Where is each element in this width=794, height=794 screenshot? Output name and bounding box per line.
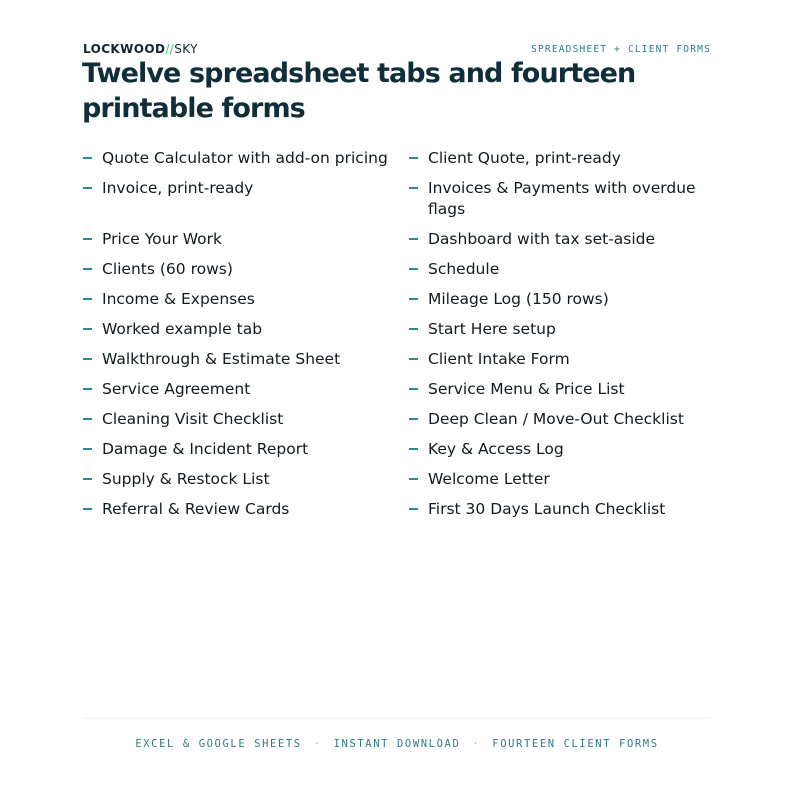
list-item-label: Price Your Work: [102, 230, 223, 248]
list-item: [83, 409, 393, 430]
list-item: [83, 229, 393, 250]
dash-icon: [83, 508, 92, 510]
list-item-label: Income & Expenses: [102, 290, 255, 308]
dash-icon: [83, 268, 92, 270]
list-item: [83, 499, 393, 520]
list-item: [409, 289, 709, 310]
dash-icon: [409, 478, 418, 480]
list-item: [409, 409, 709, 430]
list-item-label: Clients (60 rows): [102, 260, 233, 278]
list-item-label: Cleaning Visit Checklist: [102, 410, 284, 428]
list-item: [409, 469, 709, 490]
dash-icon: [83, 187, 92, 189]
footer-separator: ·: [472, 738, 481, 750]
list-item: [409, 439, 709, 460]
list-item: [83, 319, 393, 340]
list-item: [83, 178, 393, 220]
list-item: [83, 349, 393, 370]
list-item: [409, 319, 709, 340]
footer: [0, 738, 794, 750]
footer-separator: ·: [313, 738, 322, 750]
list-item: [83, 469, 393, 490]
dash-icon: [409, 358, 418, 360]
list-item: [83, 289, 393, 310]
list-item: [409, 229, 709, 250]
list-item-label: Walkthrough & Estimate Sheet: [102, 350, 341, 368]
list-item-label: Dashboard with tax set-aside: [428, 230, 656, 248]
list-item: [83, 379, 393, 400]
list-item-label: Quote Calculator with add-on pricing: [102, 149, 388, 167]
dash-icon: [409, 388, 418, 390]
list-item: [409, 178, 709, 220]
dash-icon: [409, 298, 418, 300]
dash-icon: [83, 238, 92, 240]
list-item-label: Mileage Log (150 rows): [428, 290, 609, 308]
list-item: [409, 379, 709, 400]
list-item-label: Referral & Review Cards: [102, 500, 290, 518]
left-feature-list: [83, 148, 393, 529]
list-item: [409, 148, 709, 169]
footer-item-forms: FOURTEEN CLIENT FORMS: [492, 738, 659, 750]
dash-icon: [409, 187, 418, 189]
list-item: [83, 439, 393, 460]
dash-icon: [83, 478, 92, 480]
list-item-label: Deep Clean / Move-Out Checklist: [428, 410, 684, 428]
list-item-label: Service Agreement: [102, 380, 251, 398]
list-item-label: Client Quote, print-ready: [428, 149, 621, 167]
list-item-label: Schedule: [428, 260, 500, 278]
dash-icon: [83, 388, 92, 390]
list-item-label: Invoices & Payments with overdue flags: [428, 179, 696, 218]
dash-icon: [83, 157, 92, 159]
list-item: [409, 349, 709, 370]
dash-icon: [83, 418, 92, 420]
list-item-label: Start Here setup: [428, 320, 556, 338]
brand-separator: //: [165, 42, 175, 56]
list-item: [409, 499, 709, 520]
dash-icon: [83, 298, 92, 300]
right-feature-list: [409, 148, 709, 529]
dash-icon: [409, 448, 418, 450]
list-item-label: Key & Access Log: [428, 440, 564, 458]
brand-primary: LOCKWOOD: [83, 42, 166, 56]
dash-icon: [409, 238, 418, 240]
page-title: Twelve spreadsheet tabs and fourteen printable forms: [82, 58, 636, 124]
list-item: [409, 259, 709, 280]
tagline: SPREADSHEET + CLIENT FORMS: [531, 44, 711, 55]
dash-icon: [83, 358, 92, 360]
list-item: [83, 259, 393, 280]
dash-icon: [409, 328, 418, 330]
list-item-label: Supply & Restock List: [102, 470, 270, 488]
list-item-label: Service Menu & Price List: [428, 380, 625, 398]
list-item: [83, 148, 393, 169]
footer-divider: [83, 718, 711, 719]
list-item-label: Client Intake Form: [428, 350, 570, 368]
dash-icon: [409, 418, 418, 420]
footer-item-download: INSTANT DOWNLOAD: [333, 738, 461, 750]
list-item-label: Damage & Incident Report: [102, 440, 309, 458]
dash-icon: [83, 448, 92, 450]
brand-logo: [83, 42, 198, 56]
list-item-label: Worked example tab: [102, 320, 263, 338]
list-item-label: Invoice, print-ready: [102, 179, 254, 197]
dash-icon: [83, 328, 92, 330]
list-item-label: Welcome Letter: [428, 470, 550, 488]
brand-secondary: SKY: [174, 42, 198, 56]
dash-icon: [409, 268, 418, 270]
footer-item-format: EXCEL & GOOGLE SHEETS: [135, 738, 302, 750]
dash-icon: [409, 157, 418, 159]
dash-icon: [409, 508, 418, 510]
list-item-label: First 30 Days Launch Checklist: [428, 500, 666, 518]
